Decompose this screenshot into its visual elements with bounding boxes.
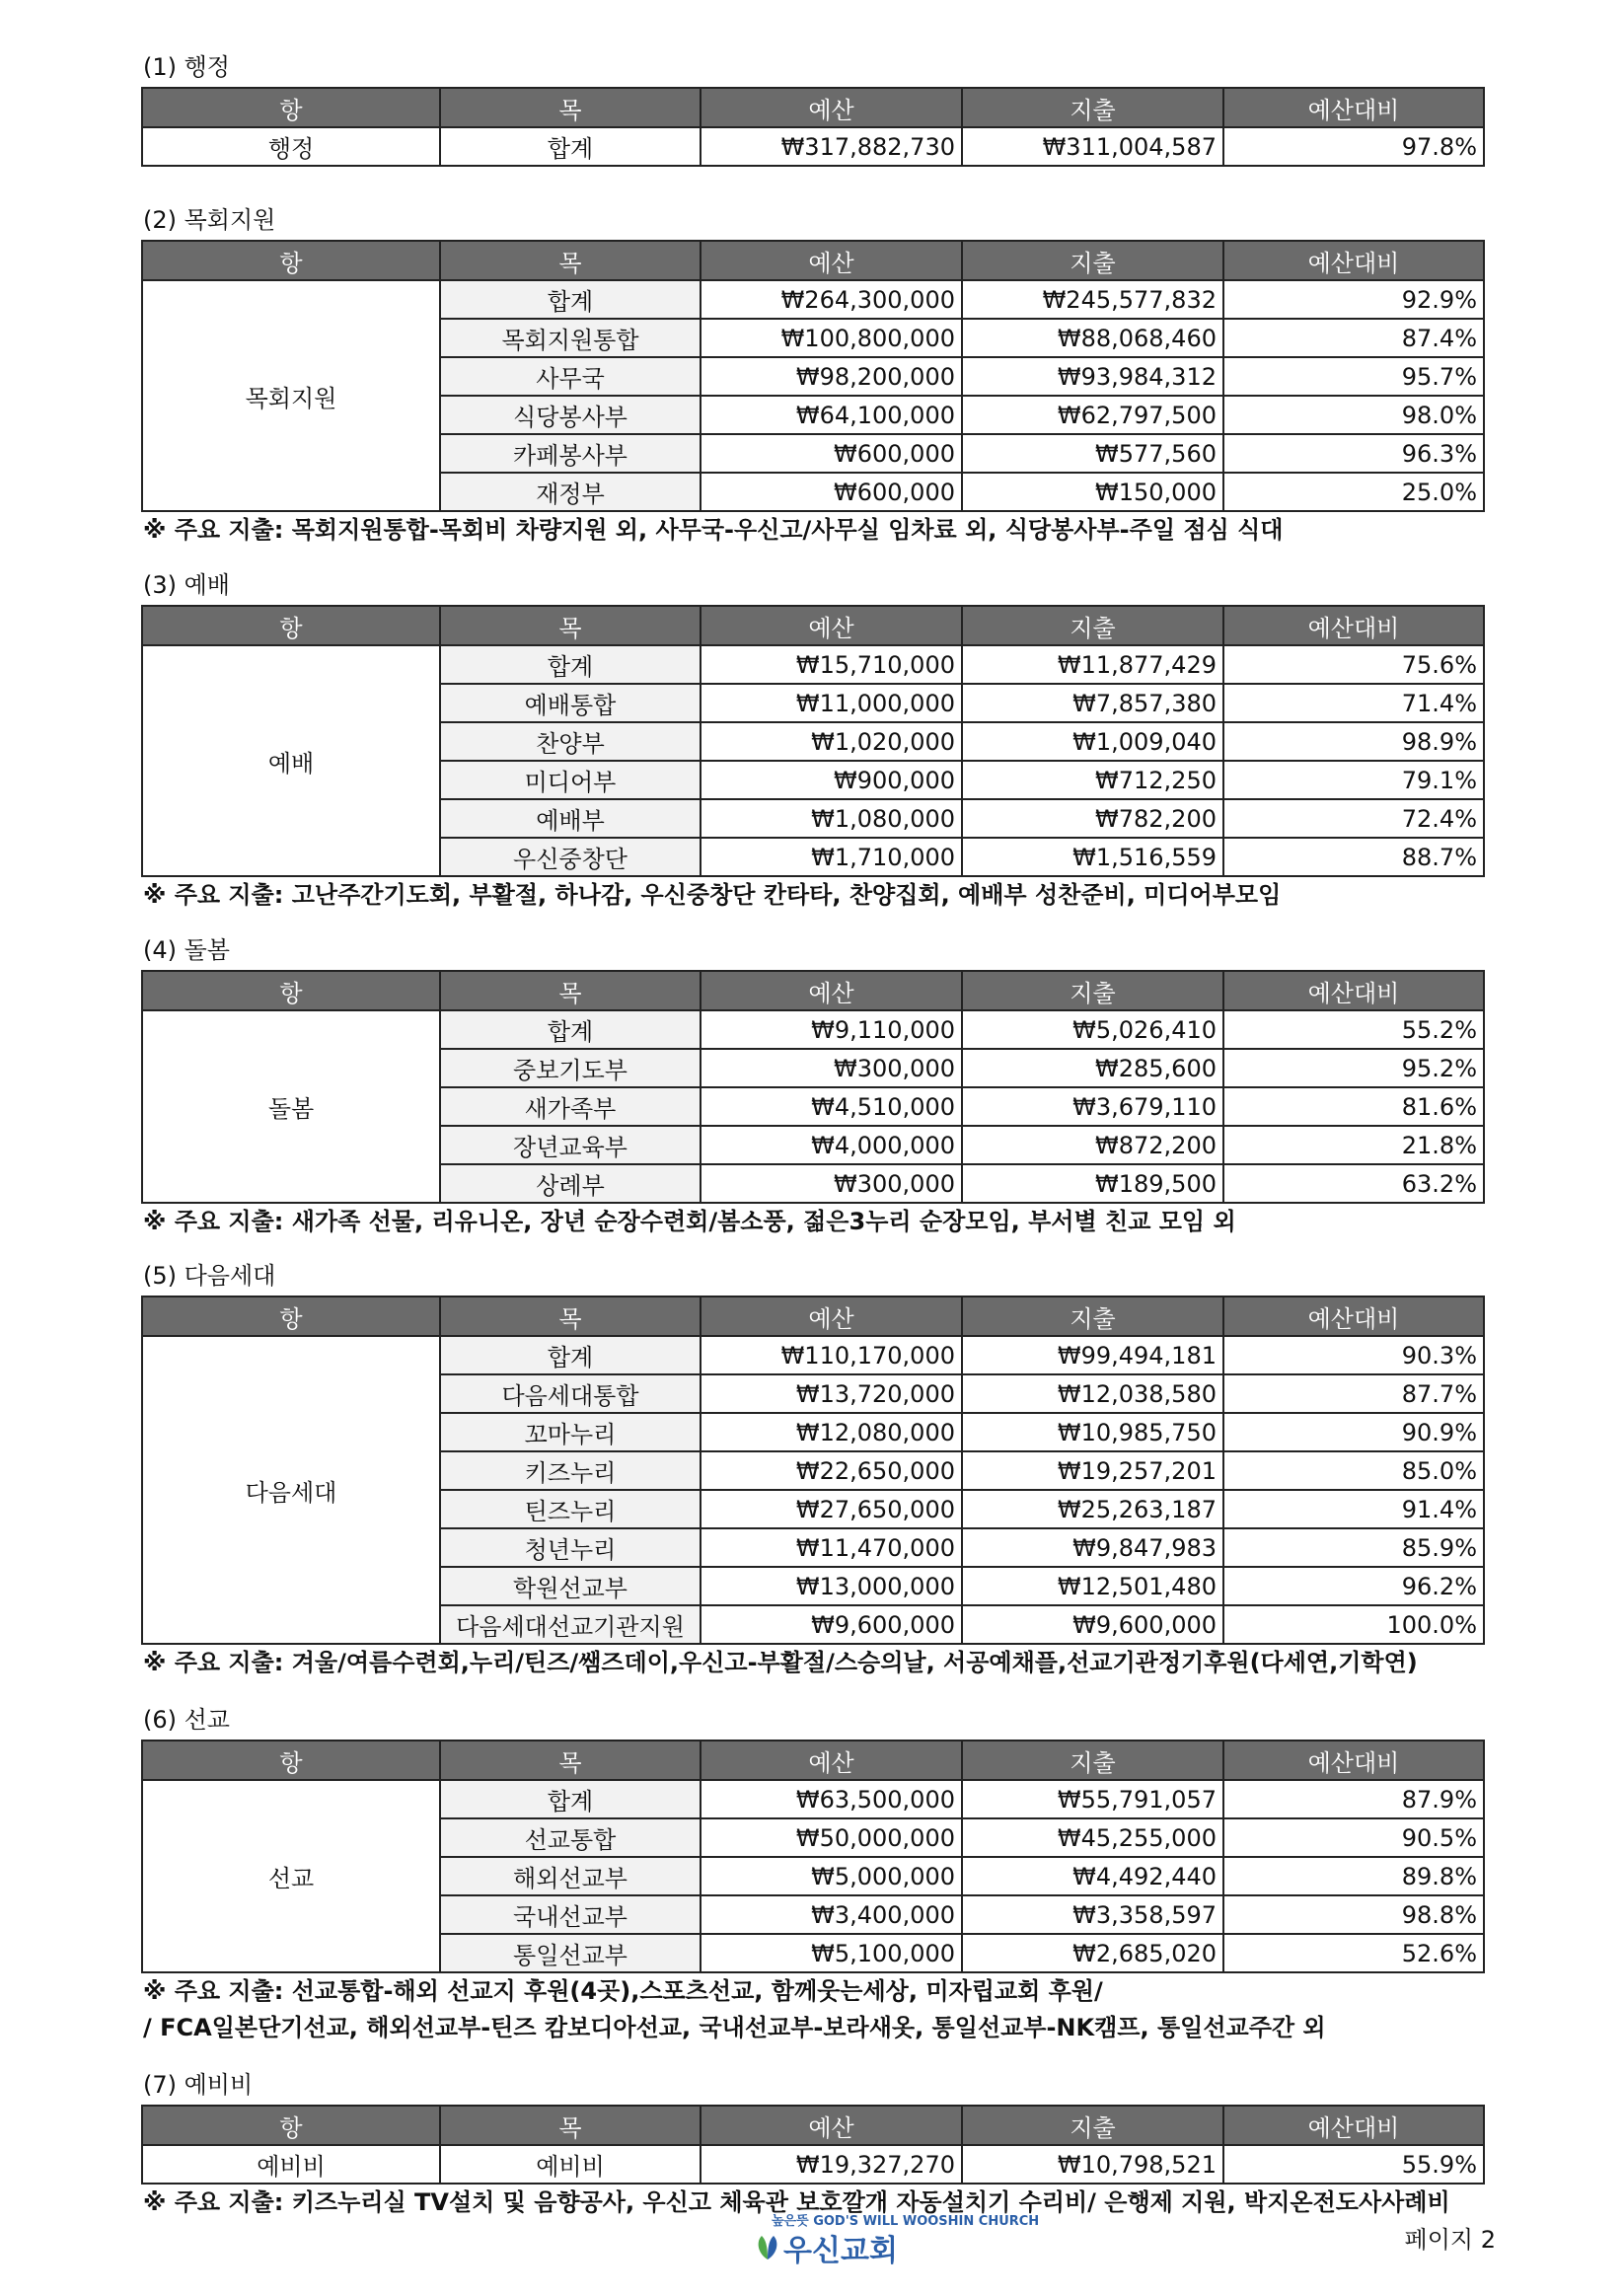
- spend-cell: ₩99,494,181: [962, 1336, 1223, 1374]
- mok-cell: 다음세대통합: [440, 1374, 701, 1413]
- mok-cell: 중보기도부: [440, 1049, 701, 1087]
- budget-cell: ₩4,000,000: [701, 1126, 962, 1164]
- ratio-cell: 75.6%: [1223, 645, 1484, 684]
- budget-table: [141, 240, 1485, 512]
- section-title: (4) 돌봄: [143, 936, 230, 964]
- column-header-ratio: 예산대비: [1223, 2106, 1484, 2145]
- hang-cell: 돌봄: [142, 1010, 440, 1203]
- spend-cell: ₩12,501,480: [962, 1567, 1223, 1605]
- budget-cell: ₩11,000,000: [701, 684, 962, 722]
- main-expense-note: ※ 주요 지출: 키즈누리실 TV설치 및 음향공사, 우신고 체육관 보호깔개 자동설치기 수리비/ 은행제 지원, 박지온전도사사례비: [143, 2188, 1450, 2216]
- mok-cell: 학원선교부: [440, 1567, 701, 1605]
- hang-cell: 예비비: [142, 2145, 440, 2184]
- ratio-cell: 71.4%: [1223, 684, 1484, 722]
- section-title: (5) 다음세대: [143, 1262, 276, 1290]
- column-header-hang: 항: [142, 1296, 440, 1336]
- main-expense-note: ※ 주요 지출: 고난주간기도회, 부활절, 하나감, 우신중창단 칸타타, 찬양집회, 예배부 성찬준비, 미디어부모임: [143, 881, 1282, 909]
- budget-cell: ₩13,720,000: [701, 1374, 962, 1413]
- main-expense-note: ※ 주요 지출: 선교통합-해외 선교지 후원(4곳),스포츠선교, 함께웃는세상, 미자립교회 후원/: [143, 1977, 1103, 2005]
- mok-cell: 장년교육부: [440, 1126, 701, 1164]
- mok-cell: 다음세대선교기관지원: [440, 1605, 701, 1644]
- spend-cell: ₩88,068,460: [962, 319, 1223, 357]
- mok-cell: 틴즈누리: [440, 1490, 701, 1528]
- spend-cell: ₩311,004,587: [962, 127, 1223, 166]
- spend-cell: ₩5,026,410: [962, 1010, 1223, 1049]
- budget-cell: ₩98,200,000: [701, 357, 962, 396]
- table-header-row: [142, 1741, 1484, 1780]
- budget-table: [141, 87, 1485, 167]
- table-row: [142, 1780, 1484, 1818]
- ratio-cell: 98.0%: [1223, 396, 1484, 434]
- hang-cell: 행정: [142, 127, 440, 166]
- spend-cell: ₩245,577,832: [962, 280, 1223, 319]
- mok-cell: 합계: [440, 1780, 701, 1818]
- table-header-row: [142, 1296, 1484, 1336]
- ratio-cell: 81.6%: [1223, 1087, 1484, 1126]
- budget-table: [141, 1296, 1485, 1645]
- budget-cell: ₩22,650,000: [701, 1451, 962, 1490]
- ratio-cell: 87.4%: [1223, 319, 1484, 357]
- ratio-cell: 85.0%: [1223, 1451, 1484, 1490]
- ratio-cell: 90.5%: [1223, 1818, 1484, 1857]
- column-header-mok: 목: [440, 971, 701, 1010]
- spend-cell: ₩62,797,500: [962, 396, 1223, 434]
- mok-cell: 꼬마누리: [440, 1413, 701, 1451]
- column-header-spend: 지출: [962, 1296, 1223, 1336]
- budget-cell: ₩600,000: [701, 473, 962, 511]
- ratio-cell: 88.7%: [1223, 838, 1484, 876]
- mok-cell: 식당봉사부: [440, 396, 701, 434]
- mok-cell: 우신중창단: [440, 838, 701, 876]
- column-header-ratio: 예산대비: [1223, 606, 1484, 645]
- mok-cell: 합계: [440, 127, 701, 166]
- budget-cell: ₩4,510,000: [701, 1087, 962, 1126]
- mok-cell: 예배부: [440, 799, 701, 838]
- budget-cell: ₩600,000: [701, 434, 962, 473]
- column-header-spend: 지출: [962, 1741, 1223, 1780]
- spend-cell: ₩4,492,440: [962, 1857, 1223, 1895]
- ratio-cell: 98.8%: [1223, 1895, 1484, 1934]
- column-header-hang: 항: [142, 241, 440, 280]
- ratio-cell: 96.3%: [1223, 434, 1484, 473]
- column-header-budget: 예산: [701, 971, 962, 1010]
- budget-cell: ₩27,650,000: [701, 1490, 962, 1528]
- column-header-hang: 항: [142, 606, 440, 645]
- budget-cell: ₩3,400,000: [701, 1895, 962, 1934]
- spend-cell: ₩10,798,521: [962, 2145, 1223, 2184]
- table-row: [142, 280, 1484, 319]
- ratio-cell: 25.0%: [1223, 473, 1484, 511]
- spend-cell: ₩25,263,187: [962, 1490, 1223, 1528]
- budget-cell: ₩1,080,000: [701, 799, 962, 838]
- table-row: [142, 127, 1484, 166]
- budget-cell: ₩900,000: [701, 761, 962, 799]
- spend-cell: ₩782,200: [962, 799, 1223, 838]
- budget-cell: ₩300,000: [701, 1164, 962, 1203]
- column-header-spend: 지출: [962, 241, 1223, 280]
- section-title: (1) 행정: [143, 53, 230, 81]
- mok-cell: 상례부: [440, 1164, 701, 1203]
- mok-cell: 재정부: [440, 473, 701, 511]
- mok-cell: 합계: [440, 280, 701, 319]
- column-header-spend: 지출: [962, 606, 1223, 645]
- leaf-icon: [754, 2232, 781, 2261]
- column-header-spend: 지출: [962, 971, 1223, 1010]
- spend-cell: ₩3,679,110: [962, 1087, 1223, 1126]
- table-row: [142, 645, 1484, 684]
- mok-cell: 키즈누리: [440, 1451, 701, 1490]
- column-header-ratio: 예산대비: [1223, 1741, 1484, 1780]
- church-logo: [750, 2210, 1040, 2269]
- spend-cell: ₩7,857,380: [962, 684, 1223, 722]
- section-title: (2) 목회지원: [143, 206, 276, 234]
- column-header-ratio: 예산대비: [1223, 88, 1484, 127]
- budget-cell: ₩1,020,000: [701, 722, 962, 761]
- budget-cell: ₩9,110,000: [701, 1010, 962, 1049]
- mok-cell: 사무국: [440, 357, 701, 396]
- mok-cell: 목회지원통합: [440, 319, 701, 357]
- column-header-mok: 목: [440, 2106, 701, 2145]
- main-expense-note: ※ 주요 지출: 목회지원통합-목회비 차량지원 외, 사무국-우신고/사무실 임차료 외, 식당봉사부-주일 점심 식대: [143, 516, 1284, 544]
- ratio-cell: 87.9%: [1223, 1780, 1484, 1818]
- column-header-hang: 항: [142, 88, 440, 127]
- hang-cell: 목회지원: [142, 280, 440, 511]
- ratio-cell: 89.8%: [1223, 1857, 1484, 1895]
- budget-cell: ₩100,800,000: [701, 319, 962, 357]
- section-1: [141, 49, 1483, 167]
- budget-cell: ₩1,710,000: [701, 838, 962, 876]
- mok-cell: 합계: [440, 1010, 701, 1049]
- logo-subtitle: 높은뜻 GOD'S WILL WOOSHIN CHURCH: [772, 2214, 1040, 2229]
- budget-cell: ₩11,470,000: [701, 1528, 962, 1567]
- budget-cell: ₩110,170,000: [701, 1336, 962, 1374]
- spend-cell: ₩1,009,040: [962, 722, 1223, 761]
- mok-cell: 예비비: [440, 2145, 701, 2184]
- spend-cell: ₩2,685,020: [962, 1934, 1223, 1972]
- budget-cell: ₩264,300,000: [701, 280, 962, 319]
- spend-cell: ₩189,500: [962, 1164, 1223, 1203]
- column-header-budget: 예산: [701, 241, 962, 280]
- main-expense-note: ※ 주요 지출: 겨울/여름수련회,누리/틴즈/쌤즈데이,우신고-부활절/스승의날, 서공예채플,선교기관정기후원(다세연,기학연): [143, 1649, 1418, 1676]
- ratio-cell: 55.9%: [1223, 2145, 1484, 2184]
- spend-cell: ₩12,038,580: [962, 1374, 1223, 1413]
- mok-cell: 청년누리: [440, 1528, 701, 1567]
- spend-cell: ₩93,984,312: [962, 357, 1223, 396]
- budget-cell: ₩317,882,730: [701, 127, 962, 166]
- mok-cell: 국내선교부: [440, 1895, 701, 1934]
- spend-cell: ₩9,847,983: [962, 1528, 1223, 1567]
- ratio-cell: 52.6%: [1223, 1934, 1484, 1972]
- main-expense-note: / FCA일본단기선교, 해외선교부-틴즈 캄보디아선교, 국내선교부-보라새옷, 통일선교부-NK캠프, 통일선교주간 외: [143, 2014, 1326, 2041]
- mok-cell: 찬양부: [440, 722, 701, 761]
- ratio-cell: 87.7%: [1223, 1374, 1484, 1413]
- column-header-hang: 항: [142, 2106, 440, 2145]
- budget-cell: ₩12,080,000: [701, 1413, 962, 1451]
- mok-cell: 합계: [440, 1336, 701, 1374]
- ratio-cell: 85.9%: [1223, 1528, 1484, 1567]
- column-header-mok: 목: [440, 88, 701, 127]
- section-title: (6) 선교: [143, 1706, 230, 1734]
- table-header-row: [142, 88, 1484, 127]
- column-header-spend: 지출: [962, 2106, 1223, 2145]
- mok-cell: 카페봉사부: [440, 434, 701, 473]
- column-header-ratio: 예산대비: [1223, 241, 1484, 280]
- column-header-spend: 지출: [962, 88, 1223, 127]
- section-3: [141, 567, 1483, 914]
- budget-cell: ₩15,710,000: [701, 645, 962, 684]
- table-header-row: [142, 606, 1484, 645]
- column-header-hang: 항: [142, 1741, 440, 1780]
- column-header-mok: 목: [440, 606, 701, 645]
- section-title: (7) 예비비: [143, 2071, 254, 2099]
- spend-cell: ₩19,257,201: [962, 1451, 1223, 1490]
- budget-table: [141, 2105, 1485, 2185]
- spend-cell: ₩150,000: [962, 473, 1223, 511]
- budget-cell: ₩19,327,270: [701, 2145, 962, 2184]
- budget-cell: ₩5,000,000: [701, 1857, 962, 1895]
- spend-cell: ₩285,600: [962, 1049, 1223, 1087]
- column-header-mok: 목: [440, 1296, 701, 1336]
- budget-cell: ₩50,000,000: [701, 1818, 962, 1857]
- ratio-cell: 21.8%: [1223, 1126, 1484, 1164]
- spend-cell: ₩55,791,057: [962, 1780, 1223, 1818]
- ratio-cell: 95.7%: [1223, 357, 1484, 396]
- ratio-cell: 96.2%: [1223, 1567, 1484, 1605]
- ratio-cell: 79.1%: [1223, 761, 1484, 799]
- budget-table: [141, 605, 1485, 877]
- hang-cell: 선교: [142, 1780, 440, 1972]
- budget-cell: ₩5,100,000: [701, 1934, 962, 1972]
- column-header-ratio: 예산대비: [1223, 971, 1484, 1010]
- budget-cell: ₩300,000: [701, 1049, 962, 1087]
- budget-table: [141, 970, 1485, 1204]
- spend-cell: ₩10,985,750: [962, 1413, 1223, 1451]
- budget-cell: ₩63,500,000: [701, 1780, 962, 1818]
- ratio-cell: 90.3%: [1223, 1336, 1484, 1374]
- table-row: [142, 1010, 1484, 1049]
- mok-cell: 선교통합: [440, 1818, 701, 1857]
- column-header-budget: 예산: [701, 2106, 962, 2145]
- table-header-row: [142, 2106, 1484, 2145]
- spend-cell: ₩9,600,000: [962, 1605, 1223, 1644]
- budget-cell: ₩64,100,000: [701, 396, 962, 434]
- ratio-cell: 100.0%: [1223, 1605, 1484, 1644]
- mok-cell: 새가족부: [440, 1087, 701, 1126]
- spend-cell: ₩45,255,000: [962, 1818, 1223, 1857]
- ratio-cell: 98.9%: [1223, 722, 1484, 761]
- column-header-mok: 목: [440, 241, 701, 280]
- ratio-cell: 72.4%: [1223, 799, 1484, 838]
- section-4: [141, 932, 1483, 1240]
- section-6: [141, 1702, 1483, 2046]
- column-header-hang: 항: [142, 971, 440, 1010]
- mok-cell: 예배통합: [440, 684, 701, 722]
- table-row: [142, 2145, 1484, 2184]
- section-title: (3) 예배: [143, 571, 230, 599]
- section-5: [141, 1258, 1483, 1681]
- section-7: [141, 2067, 1483, 2221]
- section-2: [141, 202, 1483, 549]
- spend-cell: ₩577,560: [962, 434, 1223, 473]
- column-header-budget: 예산: [701, 606, 962, 645]
- spend-cell: ₩11,877,429: [962, 645, 1223, 684]
- logo-church-name: 우신교회: [783, 2234, 898, 2268]
- table-row: [142, 1336, 1484, 1374]
- ratio-cell: 91.4%: [1223, 1490, 1484, 1528]
- mok-cell: 합계: [440, 645, 701, 684]
- ratio-cell: 63.2%: [1223, 1164, 1484, 1203]
- mok-cell: 통일선교부: [440, 1934, 701, 1972]
- hang-cell: 다음세대: [142, 1336, 440, 1644]
- ratio-cell: 95.2%: [1223, 1049, 1484, 1087]
- table-header-row: [142, 971, 1484, 1010]
- main-expense-note: ※ 주요 지출: 새가족 선물, 리유니온, 장년 순장수련회/봄소풍, 젊은3누리 순장모임, 부서별 친교 모임 외: [143, 1208, 1236, 1235]
- column-header-budget: 예산: [701, 88, 962, 127]
- column-header-mok: 목: [440, 1741, 701, 1780]
- mok-cell: 해외선교부: [440, 1857, 701, 1895]
- budget-table: [141, 1740, 1485, 1973]
- hang-cell: 예배: [142, 645, 440, 876]
- spend-cell: ₩872,200: [962, 1126, 1223, 1164]
- budget-cell: ₩13,000,000: [701, 1567, 962, 1605]
- table-header-row: [142, 241, 1484, 280]
- column-header-ratio: 예산대비: [1223, 1296, 1484, 1336]
- column-header-budget: 예산: [701, 1741, 962, 1780]
- ratio-cell: 55.2%: [1223, 1010, 1484, 1049]
- ratio-cell: 92.9%: [1223, 280, 1484, 319]
- budget-cell: ₩9,600,000: [701, 1605, 962, 1644]
- spend-cell: ₩1,516,559: [962, 838, 1223, 876]
- ratio-cell: 90.9%: [1223, 1413, 1484, 1451]
- ratio-cell: 97.8%: [1223, 127, 1484, 166]
- page-number: 페이지 2: [1404, 2226, 1496, 2254]
- spend-cell: ₩712,250: [962, 761, 1223, 799]
- mok-cell: 미디어부: [440, 761, 701, 799]
- spend-cell: ₩3,358,597: [962, 1895, 1223, 1934]
- column-header-budget: 예산: [701, 1296, 962, 1336]
